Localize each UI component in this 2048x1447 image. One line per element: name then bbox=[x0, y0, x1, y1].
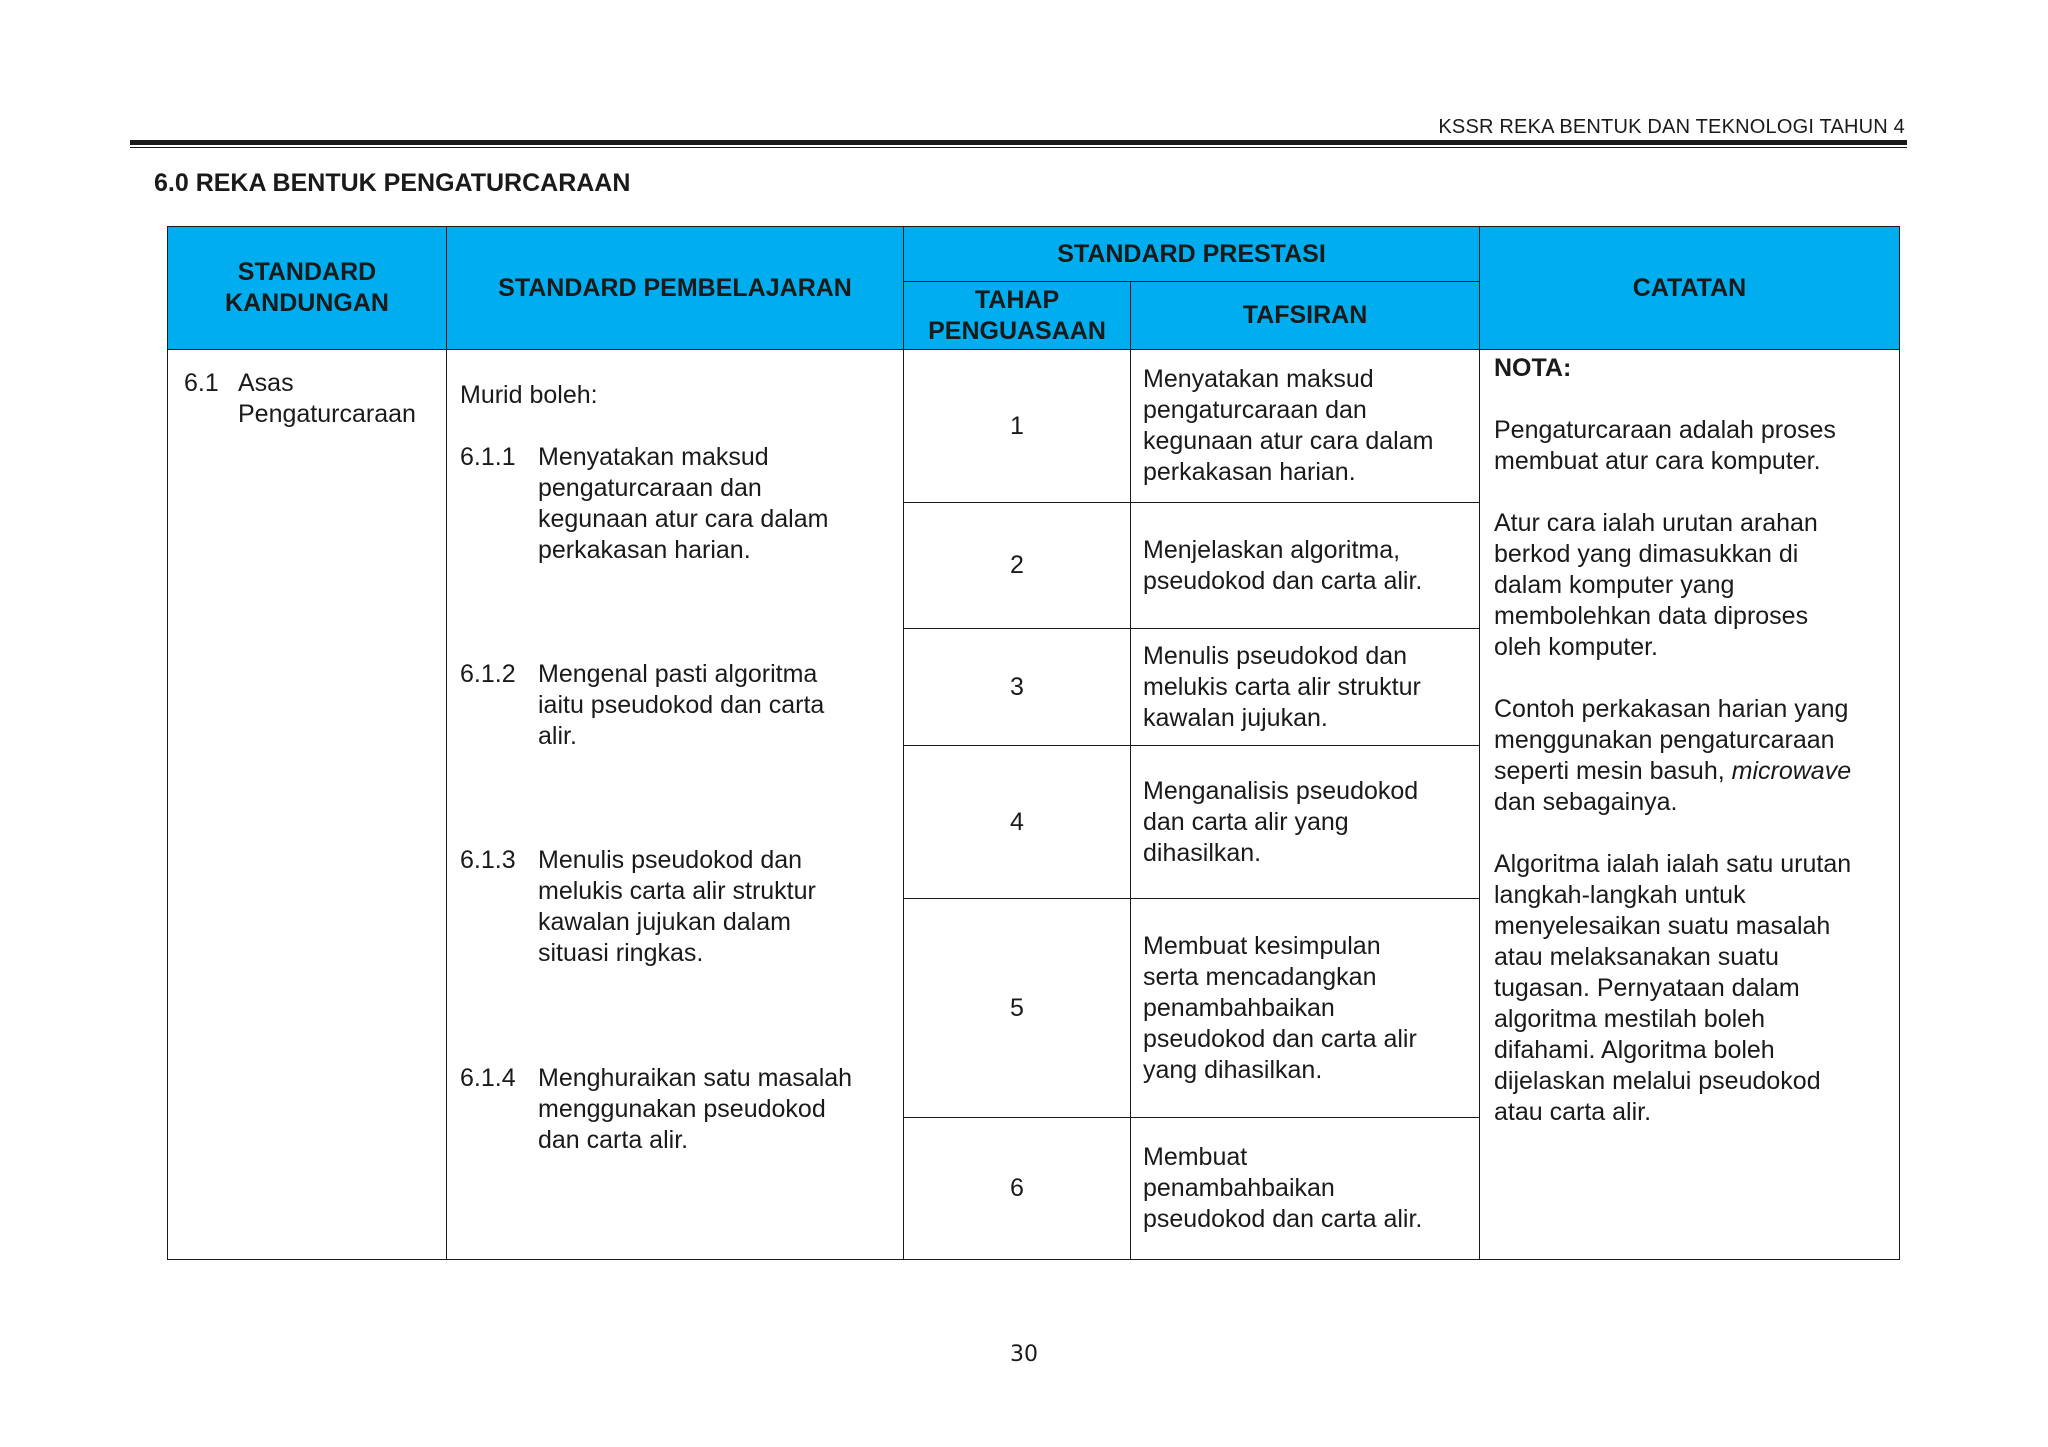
section-title: 6.0 REKA BENTUK PENGATURCARAAN bbox=[154, 169, 631, 197]
tahap-cell: 6 bbox=[904, 1118, 1131, 1260]
catatan-paragraph bbox=[1494, 694, 1885, 818]
tafsiran-line: perkakasan harian. bbox=[1143, 458, 1356, 486]
tahap-cell: 3 bbox=[904, 629, 1131, 746]
catatan-line: dijelaskan melalui pseudokod bbox=[1494, 1067, 1821, 1095]
standard-kandungan-cell bbox=[168, 350, 447, 1260]
catatan-line: difahami. Algoritma boleh bbox=[1494, 1036, 1775, 1064]
catatan-line: Algoritma ialah ialah satu urutan bbox=[1494, 850, 1852, 878]
header-rule-thin bbox=[130, 147, 1907, 148]
standards-table bbox=[167, 226, 1900, 1260]
catatan-paragraph bbox=[1494, 508, 1885, 663]
catatan-line: Atur cara ialah urutan arahan bbox=[1494, 509, 1818, 537]
tafsiran-cell bbox=[1131, 350, 1480, 503]
catatan-line bbox=[1494, 756, 1885, 787]
catatan-line: oleh komputer. bbox=[1494, 633, 1658, 661]
header-standard-kandungan-line1: STANDARD bbox=[237, 258, 377, 286]
catatan-text: seperti mesin basuh, bbox=[1494, 757, 1732, 785]
tahap-cell: 2 bbox=[904, 503, 1131, 629]
tahap-cell: 4 bbox=[904, 746, 1131, 899]
learning-standard-line: Menulis pseudokod dan bbox=[538, 846, 803, 874]
learning-standard-line: iaitu pseudokod dan carta bbox=[538, 691, 825, 719]
standard-kandungan-number: 6.1 bbox=[184, 369, 219, 397]
learning-standard-line: menggunakan pseudokod bbox=[538, 1095, 826, 1123]
catatan-line: membuat atur cara komputer. bbox=[1494, 447, 1821, 475]
header-standard-prestasi: STANDARD PRESTASI bbox=[904, 227, 1480, 282]
tahap-cell: 1 bbox=[904, 350, 1131, 503]
header-standard-pembelajaran: STANDARD PEMBELAJARAN bbox=[447, 227, 904, 350]
tafsiran-cell bbox=[1131, 629, 1480, 746]
header-tahap-line2: PENGUASAAN bbox=[928, 316, 1106, 345]
tafsiran-line: penambahbaikan bbox=[1143, 993, 1335, 1022]
catatan-line: dalam komputer yang bbox=[1494, 571, 1735, 599]
learning-standard-line: Menyatakan maksud bbox=[538, 443, 769, 471]
learning-standard-line: situasi ringkas. bbox=[538, 939, 704, 967]
catatan-line: tugasan. Pernyataan dalam bbox=[1494, 974, 1800, 1002]
learning-standard-number: 6.1.3 bbox=[460, 846, 516, 874]
header-standard-kandungan bbox=[168, 227, 447, 350]
header-standard-kandungan-line2: KANDUNGAN bbox=[225, 289, 389, 317]
catatan-line: berkod yang dimasukkan di bbox=[1494, 540, 1799, 568]
learning-standard-item bbox=[460, 659, 887, 752]
tafsiran-line: dan carta alir yang bbox=[1143, 807, 1349, 836]
tafsiran-line: kegunaan atur cara dalam bbox=[1143, 427, 1434, 455]
tafsiran-line: Menulis pseudokod dan bbox=[1143, 641, 1408, 670]
tafsiran-line: serta mencadangkan bbox=[1143, 962, 1377, 991]
learning-standard-line: alir. bbox=[538, 722, 577, 750]
tafsiran-line: kawalan jujukan. bbox=[1143, 703, 1328, 732]
tafsiran-cell bbox=[1131, 899, 1480, 1118]
tafsiran-line: Menyatakan maksud bbox=[1143, 365, 1374, 393]
catatan-line: atau carta alir. bbox=[1494, 1098, 1652, 1126]
learning-standard-number: 6.1.1 bbox=[460, 443, 516, 471]
tafsiran-line: pseudokod dan carta alir bbox=[1143, 1024, 1417, 1053]
header-tafsiran: TAFSIRAN bbox=[1131, 282, 1480, 350]
tafsiran-line: pseudokod dan carta alir. bbox=[1143, 1205, 1423, 1233]
learning-standard-item bbox=[460, 845, 887, 969]
catatan-line: Contoh perkakasan harian yang bbox=[1494, 695, 1849, 723]
catatan-line: menyelesaikan suatu masalah bbox=[1494, 912, 1831, 940]
learning-standard-number: 6.1.4 bbox=[460, 1064, 516, 1092]
standard-kandungan-line2: Pengaturcaraan bbox=[238, 400, 416, 428]
nota-label: NOTA: bbox=[1494, 354, 1572, 382]
tafsiran-line: Menganalisis pseudokod bbox=[1143, 776, 1419, 805]
page-number: 30 bbox=[1010, 1342, 1038, 1367]
tafsiran-line: Menjelaskan algoritma, bbox=[1143, 535, 1401, 564]
catatan-line: Pengaturcaraan adalah proses bbox=[1494, 416, 1836, 444]
tafsiran-line: Membuat kesimpulan bbox=[1143, 931, 1381, 960]
learning-standard-line: melukis carta alir struktur bbox=[538, 877, 816, 905]
standard-kandungan-line1: Asas bbox=[238, 369, 294, 397]
standard-pembelajaran-cell bbox=[447, 350, 904, 1260]
tafsiran-cell bbox=[1131, 746, 1480, 899]
standard-pembelajaran-intro: Murid boleh: bbox=[460, 381, 598, 409]
catatan-italic-term: microwave bbox=[1731, 757, 1852, 785]
tafsiran-line: dihasilkan. bbox=[1143, 838, 1262, 867]
tafsiran-line: pseudokod dan carta alir. bbox=[1143, 566, 1423, 595]
tafsiran-line: melukis carta alir struktur bbox=[1143, 672, 1421, 701]
learning-standard-item bbox=[460, 1063, 887, 1156]
catatan-line: membolehkan data diproses bbox=[1494, 602, 1809, 630]
learning-standard-line: kawalan jujukan dalam bbox=[538, 908, 791, 936]
learning-standard-line: pengaturcaraan dan bbox=[538, 474, 762, 502]
learning-standard-line: perkakasan harian. bbox=[538, 536, 751, 564]
catatan-paragraph bbox=[1494, 849, 1885, 1128]
learning-standard-line: Mengenal pasti algoritma bbox=[538, 660, 818, 688]
header-catatan: CATATAN bbox=[1480, 227, 1900, 350]
learning-standard-line: kegunaan atur cara dalam bbox=[538, 505, 829, 533]
catatan-line: langkah-langkah untuk bbox=[1494, 881, 1746, 909]
catatan-cell bbox=[1480, 350, 1900, 1260]
tahap-cell: 5 bbox=[904, 899, 1131, 1118]
tafsiran-line: penambahbaikan bbox=[1143, 1174, 1335, 1202]
tafsiran-line: Membuat bbox=[1143, 1143, 1248, 1171]
header-tahap-penguasaan bbox=[904, 282, 1131, 350]
learning-standard-line: Menghuraikan satu masalah bbox=[538, 1064, 853, 1092]
header-rule bbox=[130, 140, 1907, 145]
header-tahap-line1: TAHAP bbox=[974, 285, 1060, 314]
tafsiran-line: pengaturcaraan dan bbox=[1143, 396, 1367, 424]
tafsiran-cell bbox=[1131, 1118, 1480, 1260]
catatan-paragraph bbox=[1494, 415, 1885, 477]
tafsiran-cell bbox=[1131, 503, 1480, 629]
learning-standard-number: 6.1.2 bbox=[460, 660, 516, 688]
running-header: KSSR REKA BENTUK DAN TEKNOLOGI TAHUN 4 bbox=[1438, 116, 1905, 138]
tafsiran-line: yang dihasilkan. bbox=[1143, 1055, 1323, 1084]
catatan-line: algoritma mestilah boleh bbox=[1494, 1005, 1765, 1033]
catatan-line: dan sebagainya. bbox=[1494, 788, 1678, 816]
learning-standard-item bbox=[460, 442, 887, 566]
catatan-line: menggunakan pengaturcaraan bbox=[1494, 726, 1835, 754]
learning-standard-line: dan carta alir. bbox=[538, 1126, 689, 1154]
catatan-line: atau melaksanakan suatu bbox=[1494, 943, 1779, 971]
